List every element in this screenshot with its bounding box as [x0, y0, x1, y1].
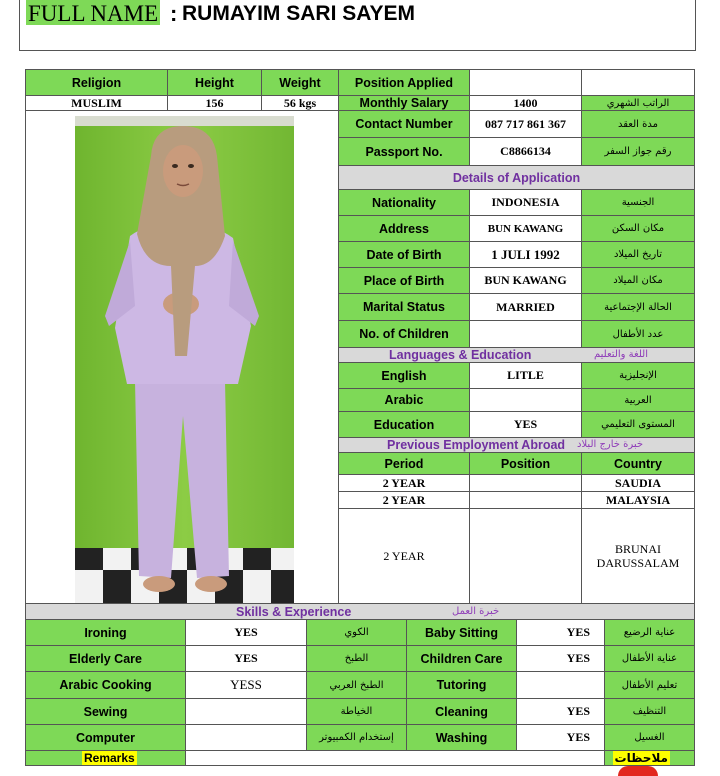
english-ar: الإنجليزية	[581, 362, 695, 389]
full-name-box	[19, 0, 696, 51]
skill-computer-label: Computer	[25, 724, 186, 751]
skill-children-care-ar: عناية الأطفال	[604, 645, 695, 672]
skill-washing-label: Washing	[406, 724, 517, 751]
religion-header: Religion	[25, 69, 168, 96]
skills-section-title-ar: خبرة العمل	[452, 606, 500, 617]
employment-row-2-country: MALAYSIA	[581, 491, 695, 509]
place-of-birth-ar: مكان الميلاد	[581, 267, 695, 294]
weight-header: Weight	[261, 69, 339, 96]
employment-row-2-position	[469, 491, 582, 509]
marital-status-ar: الحالة الإجتماعية	[581, 293, 695, 321]
period-header: Period	[338, 452, 470, 475]
education-ar: المستوى التعليمي	[581, 411, 695, 438]
religion-value: MUSLIM	[25, 95, 168, 111]
skill-babysitting-value: YES	[516, 619, 605, 646]
languages-section-title-bar	[338, 347, 695, 363]
height-header: Height	[167, 69, 262, 96]
skill-babysitting-ar: عناية الرضيع	[604, 619, 695, 646]
nationality-ar: الجنسية	[581, 189, 695, 216]
nationality-label: Nationality	[338, 189, 470, 216]
remarks-label-cell	[25, 750, 186, 766]
details-section-title: Details of Application	[338, 165, 695, 190]
children-value	[469, 320, 582, 348]
employment-row-1-country: SAUDIA	[581, 474, 695, 492]
passport-ar: رقم جواز السفر	[581, 137, 695, 166]
position-applied-label: Position Applied	[338, 69, 470, 96]
skill-tutoring-ar: تعليم الأطفال	[604, 671, 695, 699]
remarks-ar: ملاحظات	[614, 751, 668, 765]
height-value: 156	[167, 95, 262, 111]
skill-elderly-care-label: Elderly Care	[25, 645, 186, 672]
place-of-birth-value: BUN KAWANG	[469, 267, 582, 294]
arabic-value	[469, 388, 582, 412]
date-of-birth-value: 1 JULI 1992	[469, 241, 582, 268]
skill-ironing-ar: الكوي	[306, 619, 407, 646]
languages-section-title: Languages & Education	[389, 348, 532, 362]
skill-computer-value	[185, 724, 307, 751]
skill-arabic-cooking-label: Arabic Cooking	[25, 671, 186, 699]
employment-section-title: Previous Employment Abroad	[387, 438, 566, 452]
english-value: LITLE	[469, 362, 582, 389]
skills-section-title: Skills & Experience	[236, 605, 352, 619]
address-value: BUN KAWANG	[469, 215, 582, 242]
skill-cleaning-label: Cleaning	[406, 698, 517, 725]
skill-arabic-cooking-value: YESS	[185, 671, 307, 699]
full-name-colon: :	[170, 1, 178, 26]
skill-sewing-label: Sewing	[25, 698, 186, 725]
skill-ironing-label: Ironing	[25, 619, 186, 646]
skill-sewing-ar: الخياطة	[306, 698, 407, 725]
position-header: Position	[469, 452, 582, 475]
arabic-ar: العربية	[581, 388, 695, 412]
nationality-value: INDONESIA	[469, 189, 582, 216]
english-label: English	[338, 362, 470, 389]
skill-tutoring-label: Tutoring	[406, 671, 517, 699]
skill-elderly-care-value: YES	[185, 645, 307, 672]
employment-row-3-position	[469, 508, 582, 604]
skill-sewing-value	[185, 698, 307, 725]
contact-number-label: Contact Number	[338, 110, 470, 138]
passport-value: C8866134	[469, 137, 582, 166]
employment-row-1-position	[469, 474, 582, 492]
skill-tutoring-value	[516, 671, 605, 699]
address-label: Address	[338, 215, 470, 242]
country-header: Country	[581, 452, 695, 475]
employment-row-3-period: 2 YEAR	[338, 508, 470, 604]
employment-row-3-country: BRUNAI DARUSSALAM	[581, 508, 695, 604]
marital-status-value: MARRIED	[469, 293, 582, 321]
employment-section-title-bar	[338, 437, 695, 453]
date-of-birth-label: Date of Birth	[338, 241, 470, 268]
monthly-salary-value: 1400	[469, 95, 582, 111]
education-value: YES	[469, 411, 582, 438]
skills-section-title-bar	[25, 603, 695, 620]
full-name-label: FULL NAME	[28, 1, 159, 26]
contact-number-ar: مدة العقد	[581, 110, 695, 138]
skill-computer-ar: إستخدام الكمبيوتر	[306, 724, 407, 751]
employment-row-1-period: 2 YEAR	[338, 474, 470, 492]
address-ar: مكان السكن	[581, 215, 695, 242]
languages-section-title-ar: اللغة والتعليم	[594, 349, 648, 360]
skill-ironing-value: YES	[185, 619, 307, 646]
skill-washing-ar: الغسيل	[604, 724, 695, 751]
employment-section-title-ar: خبرة خارج البلاد	[577, 439, 644, 450]
red-stamp-edge	[618, 766, 658, 776]
skill-washing-value: YES	[516, 724, 605, 751]
skill-cleaning-ar: التنظيف	[604, 698, 695, 725]
place-of-birth-label: Place of Birth	[338, 267, 470, 294]
skill-arabic-cooking-ar: الطبخ العربي	[306, 671, 407, 699]
position-applied-value	[469, 69, 582, 96]
skill-elderly-care-ar: الطبخ	[306, 645, 407, 672]
date-of-birth-ar: تاريخ الميلاد	[581, 241, 695, 268]
monthly-salary-label: Monthly Salary	[338, 95, 470, 111]
full-name-value: RUMAYIM SARI SAYEM	[182, 2, 415, 25]
applicant-photo-drawing	[75, 116, 294, 604]
contact-number-value: 087 717 861 367	[469, 110, 582, 138]
marital-status-label: Marital Status	[338, 293, 470, 321]
children-label: No. of Children	[338, 320, 470, 348]
remarks-value	[185, 750, 605, 766]
employment-row-2-period: 2 YEAR	[338, 491, 470, 509]
applicant-photo	[75, 116, 294, 604]
arabic-label: Arabic	[338, 388, 470, 412]
remarks-ar-cell	[604, 750, 695, 766]
education-label: Education	[338, 411, 470, 438]
skill-children-care-label: Children Care	[406, 645, 517, 672]
skill-babysitting-label: Baby Sitting	[406, 619, 517, 646]
passport-label: Passport No.	[338, 137, 470, 166]
skill-children-care-value: YES	[516, 645, 605, 672]
weight-value: 56 kgs	[261, 95, 339, 111]
skill-cleaning-value: YES	[516, 698, 605, 725]
children-ar: عدد الأطفال	[581, 320, 695, 348]
position-applied-ar	[581, 69, 695, 96]
monthly-salary-ar: الراتب الشهري	[581, 95, 695, 111]
remarks-label: Remarks	[84, 751, 135, 765]
